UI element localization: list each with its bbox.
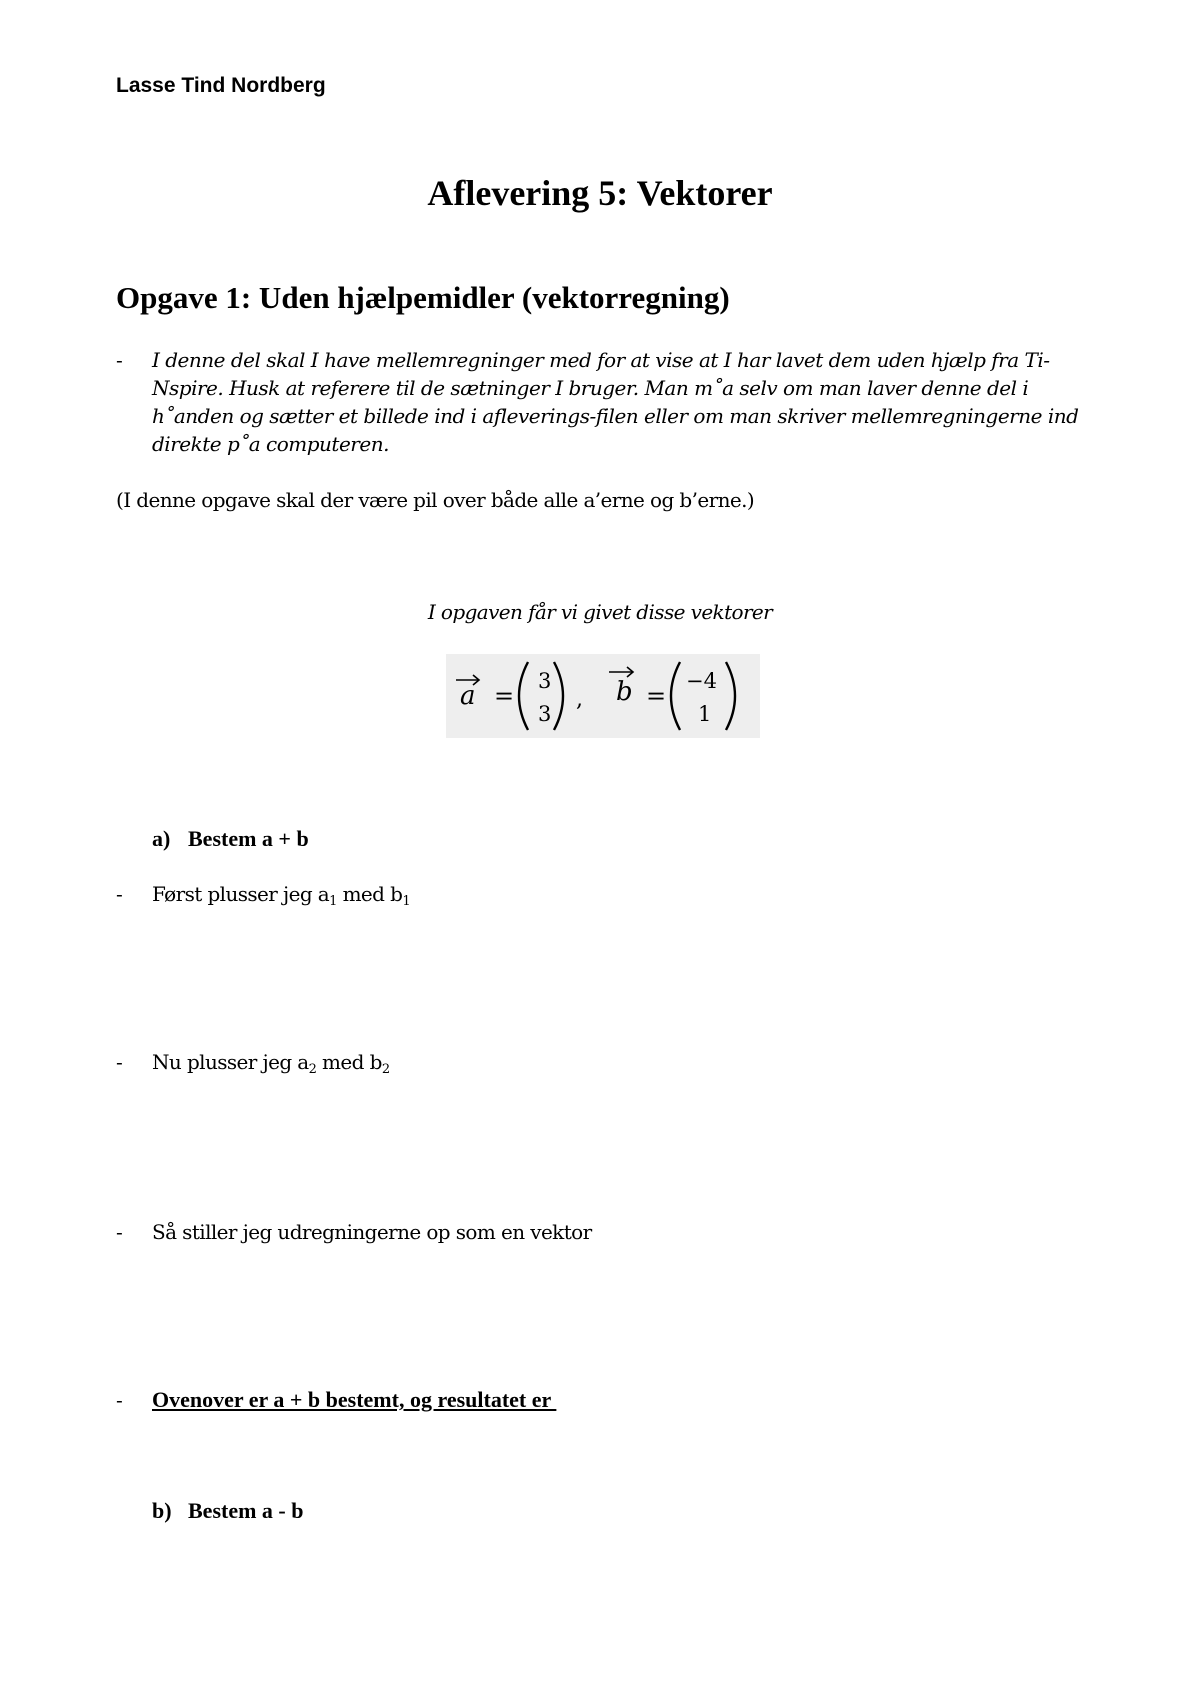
step-text bbox=[152, 1048, 390, 1080]
step-add-first-components bbox=[116, 880, 616, 910]
equals-sign: = bbox=[494, 682, 515, 710]
vector-b bbox=[609, 662, 735, 730]
section-heading: Opgave 1: Uden hjælpemidler (vektorregning) bbox=[116, 280, 730, 315]
vector-equation-image bbox=[446, 654, 760, 738]
step-text-main: Først plusser jeg a bbox=[152, 882, 330, 906]
step-text: Så stiller jeg udregningerne op som en vektor bbox=[152, 1220, 592, 1244]
step-text-mid: med b bbox=[316, 1050, 382, 1074]
left-paren-icon bbox=[519, 662, 528, 730]
task-a-heading bbox=[152, 826, 309, 852]
instruction-bullet bbox=[116, 346, 1079, 466]
subscript: 2 bbox=[381, 1062, 390, 1077]
vector-a bbox=[456, 662, 563, 730]
bullet-dash: - bbox=[116, 1388, 123, 1412]
task-a-title: Bestem a + b bbox=[188, 826, 309, 851]
vector-b-component-2: 1 bbox=[698, 702, 712, 726]
task-b-label: b) bbox=[152, 1498, 172, 1523]
vector-separator: , bbox=[576, 687, 583, 712]
right-paren-icon bbox=[554, 662, 563, 730]
document-title: Aflevering 5: Vektorer bbox=[427, 173, 773, 213]
vector-a-name: a bbox=[460, 681, 476, 711]
instruction-text: I denne del skal I have mellemregninger med for at vise at I har lavet dem uden hjælp fra Ti-Nspire. Husk at referere til de sætninger I bruger. Man m˚a selv om man laver denne del i h˚anden og sætter et billede ind i afleverings-filen eller om man skriver mellemregningerne ind direkte p˚a computeren. bbox=[152, 348, 1079, 456]
subscript: 1 bbox=[329, 894, 337, 909]
task-b-heading bbox=[152, 1498, 303, 1524]
left-paren-icon bbox=[671, 662, 680, 730]
vector-a-component-1: 3 bbox=[538, 669, 552, 693]
arrow-icon bbox=[609, 667, 633, 677]
equals-sign: = bbox=[646, 682, 667, 710]
vector-a-component-2: 3 bbox=[538, 702, 552, 726]
step-text bbox=[152, 880, 410, 912]
task-b-title: Bestem a - b bbox=[188, 1498, 304, 1523]
arrow-note: (I denne opgave skal der være pil over både alle a’erne og b’erne.) bbox=[116, 488, 755, 512]
step-add-second-components bbox=[116, 1048, 616, 1078]
step-text-mid: med b bbox=[336, 882, 403, 906]
subscript: 1 bbox=[402, 894, 411, 909]
right-paren-icon bbox=[726, 662, 735, 730]
bullet-dash: - bbox=[116, 882, 123, 906]
given-vectors-text: I opgaven får vi givet disse vektorer bbox=[427, 600, 773, 624]
bullet-dash: - bbox=[116, 1220, 123, 1244]
author-name: Lasse Tind Nordberg bbox=[116, 74, 326, 97]
task-a-label: a) bbox=[152, 826, 171, 851]
subscript: 2 bbox=[308, 1062, 317, 1077]
vector-equation bbox=[446, 654, 760, 738]
conclusion-text: Ovenover er a + b bestemt, og resultatet er bbox=[152, 1387, 557, 1412]
vector-b-name: b bbox=[616, 677, 633, 707]
step-text-main: Nu plusser jeg a bbox=[152, 1050, 309, 1074]
bullet-dash: - bbox=[116, 348, 123, 372]
task-a-conclusion bbox=[116, 1386, 816, 1416]
vector-b-component-1: −4 bbox=[686, 669, 717, 693]
step-assemble-vector bbox=[116, 1218, 816, 1248]
bullet-dash: - bbox=[116, 1050, 123, 1074]
